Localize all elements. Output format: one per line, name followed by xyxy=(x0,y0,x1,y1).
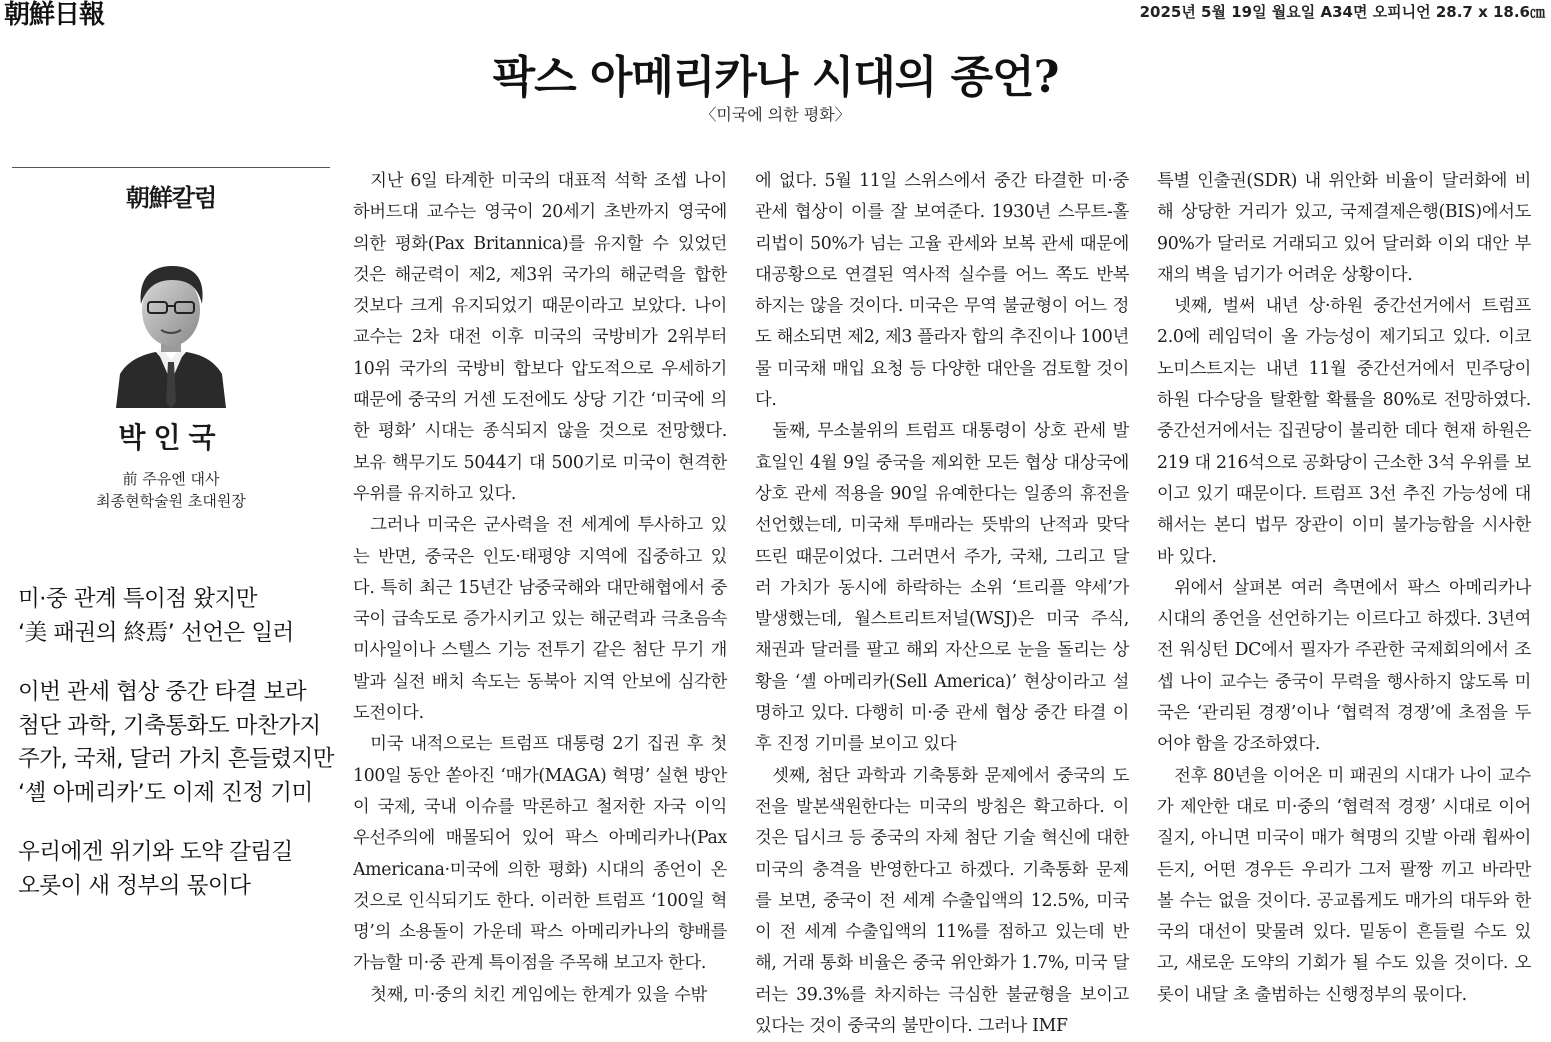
body-paragraph: 넷째, 벌써 내년 상·하원 중간선거에서 트럼프 2.0에 레임덕이 올 가능성이 제기되고 있다. 이코노미스트지는 내년 11월 중간선거에서 민주당이 하원 다수당을 탈환할 확률을 80%로 전망하였다. 중간선거에서는 집권당이 불리한 데다 현재 하원은 219 대 216석으로 공화당이 근소한 3석 우위를 보이고 있기 때문이다. 트럼프 3선 추진 가능성에 대해서는 본디 법무 장관이 이미 불가능함을 시사한 바 있다. xyxy=(1157,296,1531,567)
article-subhead: 〈미국에 의한 평화〉 xyxy=(700,105,851,124)
newspaper-logo: 朝鮮日報 xyxy=(4,0,105,30)
body-paragraph: 전후 80년을 이어온 미 패권의 시대가 나이 교수가 제안한 대로 미·중의 ‘협력적 경쟁’ 시대로 이어질지, 아니면 미국이 매가 혁명의 깃발 아래 휩싸이든지, 어떤 경우든 우리가 그저 팔짱 끼고 바라만 볼 수는 없을 것이다. 공교롭게도 매가의 대두와 한국의 대선이 맞물려 있다. 밑동이 흔들릴 수도 있고, 새로운 도약의 기회가 될 수도 있을 것이다. 오롯이 내달 초 출범하는 신행정부의 몫이다. xyxy=(1157,765,1531,1005)
author-portrait xyxy=(114,242,228,408)
pull-quote-line: ‘美 패권의 終焉’ 선언은 일러 xyxy=(18,619,294,646)
article-body-column-3 xyxy=(1157,166,1531,1011)
body-paragraph: 그러나 미국은 군사력을 전 세계에 투사하고 있는 반면, 중국은 인도·태평양 지역에 집중하고 있다. 특히 최근 15년간 남중국해와 대만해협에서 중국이 급속도로 증가시키고 있는 해군력과 극초음속 미사일이나 스텔스 기능 전투기 같은 첨단 무기 개발과 실전 배치 속도는 동북아 지역 안보에 심각한 도전이다. xyxy=(353,515,727,724)
pull-quote-line: ‘셸 아메리카’도 이제 진정 기미 xyxy=(18,779,313,806)
pull-quotes xyxy=(18,583,336,929)
body-paragraph: 지난 6일 타계한 미국의 대표적 석학 조셉 나이 하버드대 교수는 영국이 20세기 초반까지 영국에 의한 평화(Pax Britannica)를 유지할 수 있었던 것은 해군력이 제2, 제3위 국가의 해군력을 합한 것보다 크게 유지되었기 때문이라고 보았다. 나이 교수는 2차 대전 이후 미국의 국방비가 2위부터 10위 국가의 국방비 합보다 압도적으로 우세하기 때문에 중국의 거센 도전에도 상당 기간 ‘미국에 의한 평화’ 시대는 종식되지 않을 것으로 전망했다. 보유 핵무기도 5044기 대 500기로 미국이 현격한 우위를 유지하고 있다. xyxy=(353,171,727,504)
column-name: 朝鮮칼럼 xyxy=(125,184,217,212)
pull-quote xyxy=(18,676,336,810)
article-body-column-1 xyxy=(353,166,727,1011)
pull-quote xyxy=(18,836,336,903)
body-paragraph: 위에서 살펴본 여러 측면에서 팍스 아메리카나 시대의 종언을 선언하기는 이르다고 하겠다. 3년여 전 워싱턴 DC에서 필자가 주관한 국제회의에서 조셉 나이 교수는 중국이 무력을 행사하지 않도록 미국은 ‘관리된 경쟁’이나 ‘협력적 경쟁’에 초점을 두어야 함을 강조하였다. xyxy=(1157,577,1531,755)
article-body-column-2 xyxy=(755,166,1129,1042)
pull-quote-line: 이번 관세 협상 중간 타결 보라 xyxy=(18,679,307,705)
author-portrait-image xyxy=(114,242,228,408)
pull-quote-line: 첨단 과학, 기축통화도 마찬가지 xyxy=(18,712,321,739)
author-affiliation-line: 前 주유엔 대사 xyxy=(122,470,220,488)
body-paragraph: 특별 인출권(SDR) 내 위안화 비율이 달러화에 비해 상당한 거리가 있고, 국제결제은행(BIS)에서도 90%가 달러로 거래되고 있어 달러화 이외 대안 부재의 벽을 넘기가 어려운 상황이다. xyxy=(1157,171,1531,285)
author-name: 박인국 xyxy=(118,421,224,454)
body-paragraph: 에 없다. 5월 11일 스위스에서 중간 타결한 미·중 관세 협상이 이를 잘 보여준다. 1930년 스무트-홀리법이 50%가 넘는 고율 관세와 보복 관세 때문에 대공황으로 연결된 역사적 실수를 어느 쪽도 반복하지는 않을 것이다. 미국은 무역 불균형이 어느 정도 해소되면 제2, 제3 플라자 합의 추진이나 100년물 미국채 매입 요청 등 다양한 대안을 검토할 것이다. xyxy=(755,171,1129,411)
author-affiliation-line: 최종현학술원 초대원장 xyxy=(96,492,246,510)
pull-quote-line: 우리에겐 위기와 도약 갈림길 xyxy=(18,839,293,865)
author-affiliation xyxy=(12,468,330,512)
pull-quote-line: 오롯이 새 정부의 몫이다 xyxy=(18,872,251,899)
top-divider xyxy=(12,167,330,168)
body-paragraph: 미국 내적으로는 트럼프 대통령 2기 집권 후 첫 100일 동안 쏟아진 ‘매가(MAGA) 혁명’ 실현 방안이 국제, 국내 이슈를 막론하고 철저한 자국 이익 우선주의에 매몰되어 있어 팍스 아메리카나(Pax Americana·미국에 의한 평화) 시대의 종언이 온 것으로 인식되기도 한다. 이러한 트럼프 ‘100일 혁명’의 소용돌이 가운데 팍스 아메리카나의 향배를 가늠할 미·중 관계 특이점을 주목해 보고자 한다. xyxy=(353,734,727,974)
pull-quote-line: 미·중 관계 특이점 왔지만 xyxy=(18,586,257,612)
pull-quote-line: 주가, 국채, 달러 가치 흔들렸지만 xyxy=(18,746,334,772)
pull-quote xyxy=(18,583,336,650)
body-paragraph: 둘째, 무소불위의 트럼프 대통령이 상호 관세 발효일인 4월 9일 중국을 제외한 모든 협상 대상국에 상호 관세 적용을 90일 유예한다는 일종의 휴전을 선언했는데, 미국채 투매라는 뜻밖의 난적과 맞닥뜨린 때문이었다. 그러면서 주가, 국채, 그리고 달러 가치가 동시에 하락하는 소위 ‘트리플 약세’가 발생했는데, 월스트리트저널(WSJ)은 미국 주식, 채권과 달러를 팔고 해외 자산으로 눈을 돌리는 상황을 ‘셸 아메리카(Sell America)’ 현상이라고 설명하고 있다. 다행히 미·중 관세 협상 중간 타결 이후 진정 기미를 보이고 있다 xyxy=(755,421,1129,755)
body-paragraph: 첫째, 미·중의 치킨 게임에는 한계가 있을 수밖 xyxy=(370,984,707,1005)
body-paragraph: 셋째, 첨단 과학과 기축통화 문제에서 중국의 도전을 발본색원한다는 미국의 방침은 확고하다. 이것은 딥시크 등 중국의 자체 첨단 기술 혁신에 대한 미국의 충격을 반영한다고 하겠다. 기축통화 문제를 보면, 중국이 전 세계 수출입액의 12.5%, 미국이 전 세계 수출입액의 11%를 점하고 있는데 반해, 거래 통화 비율은 중국 위안화가 1.7%, 미국 달러는 39.3%를 차지하는 극심한 불균형을 보이고 있다는 것이 중국의 불만이다. 그러나 IMF xyxy=(755,765,1129,1037)
byline-panel xyxy=(12,167,330,512)
issue-dateline: 2025년 5월 19일 월요일 A34면 오피니언 28.7 x 18.6㎝ xyxy=(1139,3,1545,21)
article-headline: 팍스 아메리카나 시대의 종언? xyxy=(492,52,1059,103)
